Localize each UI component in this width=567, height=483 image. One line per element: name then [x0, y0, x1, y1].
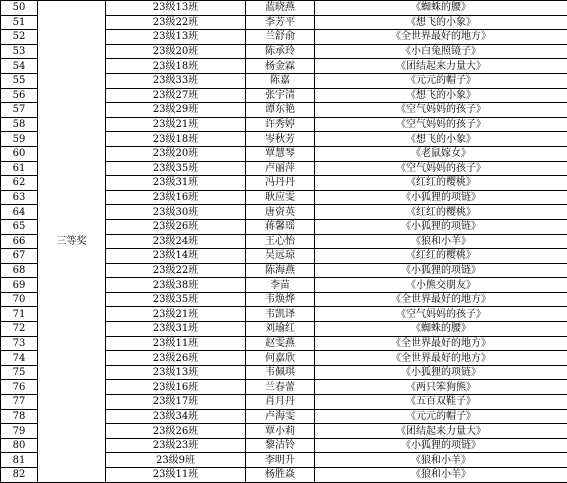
class-cell: 23级18班	[106, 59, 246, 74]
student-name-cell: 冯丹丹	[246, 176, 315, 191]
student-name-cell: 李芳平	[246, 15, 315, 30]
class-cell: 23级16班	[106, 190, 246, 205]
row-number-cell: 64	[1, 205, 38, 220]
book-title-cell: 《小狐狸的项链》	[315, 365, 567, 380]
student-name-cell: 覃慧琴	[246, 146, 315, 161]
row-number-cell: 81	[1, 453, 38, 468]
book-title-cell: 《蜘蛛的腰》	[315, 322, 567, 337]
row-number-cell: 76	[1, 380, 38, 395]
book-title-cell: 《五百双鞋子》	[315, 395, 567, 410]
row-number-cell: 62	[1, 176, 38, 191]
class-cell: 23级22班	[106, 15, 246, 30]
student-name-cell: 赵雯燕	[246, 336, 315, 351]
student-name-cell: 李苗	[246, 278, 315, 293]
student-name-cell: 张宇清	[246, 88, 315, 103]
book-title-cell: 《想飞的小象》	[315, 15, 567, 30]
class-cell: 23级11班	[106, 336, 246, 351]
student-name-cell: 谭东艳	[246, 103, 315, 118]
book-title-cell: 《蜘蛛的腰》	[315, 1, 567, 16]
row-number-cell: 58	[1, 117, 38, 132]
class-cell: 23级26班	[106, 351, 246, 366]
book-title-cell: 《小狐狸的项链》	[315, 190, 567, 205]
student-name-cell: 岑秋芳	[246, 132, 315, 147]
row-number-cell: 61	[1, 161, 38, 176]
row-number-cell: 56	[1, 88, 38, 103]
row-number-cell: 54	[1, 59, 38, 74]
book-title-cell: 《小狐狸的项链》	[315, 438, 567, 453]
book-title-cell: 《元元的帽子》	[315, 73, 567, 88]
student-name-cell: 卢海雯	[246, 409, 315, 424]
row-number-cell: 82	[1, 468, 38, 483]
student-name-cell: 韦凯译	[246, 307, 315, 322]
row-number-cell: 75	[1, 365, 38, 380]
class-cell: 23级24班	[106, 234, 246, 249]
student-name-cell: 王心怡	[246, 234, 315, 249]
row-number-cell: 78	[1, 409, 38, 424]
row-number-cell: 67	[1, 249, 38, 264]
row-number-cell: 52	[1, 30, 38, 45]
row-number-cell: 79	[1, 424, 38, 439]
class-cell: 23级26班	[106, 424, 246, 439]
book-title-cell: 《空气妈妈的孩子》	[315, 307, 567, 322]
student-name-cell: 覃小莉	[246, 424, 315, 439]
student-name-cell: 韦焕烨	[246, 292, 315, 307]
book-title-cell: 《想飞的小象》	[315, 88, 567, 103]
student-name-cell: 兰春蕾	[246, 380, 315, 395]
book-title-cell: 《狼和小羊》	[315, 453, 567, 468]
book-title-cell: 《全世界最好的地方》	[315, 336, 567, 351]
row-number-cell: 70	[1, 292, 38, 307]
book-title-cell: 《全世界最好的地方》	[315, 30, 567, 45]
row-number-cell: 69	[1, 278, 38, 293]
class-cell: 23级20班	[106, 44, 246, 59]
student-name-cell: 吴远琼	[246, 249, 315, 264]
student-name-cell: 杨金霖	[246, 59, 315, 74]
student-name-cell: 耿应雯	[246, 190, 315, 205]
student-name-cell: 蒋馨瑶	[246, 219, 315, 234]
row-number-cell: 60	[1, 146, 38, 161]
row-number-cell: 77	[1, 395, 38, 410]
class-cell: 23级11班	[106, 468, 246, 483]
student-name-cell: 许秀婷	[246, 117, 315, 132]
row-number-cell: 71	[1, 307, 38, 322]
class-cell: 23级31班	[106, 176, 246, 191]
row-number-cell: 74	[1, 351, 38, 366]
class-cell: 23级13班	[106, 1, 246, 16]
row-number-cell: 72	[1, 322, 38, 337]
book-title-cell: 《红红的樱桃》	[315, 205, 567, 220]
row-number-cell: 66	[1, 234, 38, 249]
book-title-cell: 《全世界最好的地方》	[315, 292, 567, 307]
student-name-cell: 何嘉欣	[246, 351, 315, 366]
student-name-cell: 蓝晓燕	[246, 1, 315, 16]
class-cell: 23级35班	[106, 292, 246, 307]
row-number-cell: 68	[1, 263, 38, 278]
row-number-cell: 80	[1, 438, 38, 453]
class-cell: 23级18班	[106, 132, 246, 147]
class-cell: 23级31班	[106, 322, 246, 337]
book-title-cell: 《想飞的小象》	[315, 132, 567, 147]
class-cell: 23级33班	[106, 73, 246, 88]
class-cell: 23级27班	[106, 88, 246, 103]
class-cell: 23级17班	[106, 395, 246, 410]
book-title-cell: 《空气妈妈的孩子》	[315, 117, 567, 132]
book-title-cell: 《小熊交朋友》	[315, 278, 567, 293]
book-title-cell: 《红红的樱桃》	[315, 176, 567, 191]
class-cell: 23级20班	[106, 146, 246, 161]
book-title-cell: 《全世界最好的地方》	[315, 351, 567, 366]
class-cell: 23级21班	[106, 307, 246, 322]
student-name-cell: 肖月丹	[246, 395, 315, 410]
class-cell: 23级13班	[106, 365, 246, 380]
book-title-cell: 《狼和小羊》	[315, 234, 567, 249]
row-number-cell: 53	[1, 44, 38, 59]
student-name-cell: 杨胜焱	[246, 468, 315, 483]
student-name-cell: 陈嘉	[246, 73, 315, 88]
book-title-cell: 《小白兔照镜子》	[315, 44, 567, 59]
student-name-cell: 刘瑜红	[246, 322, 315, 337]
row-number-cell: 51	[1, 15, 38, 30]
book-title-cell: 《元元的帽子》	[315, 409, 567, 424]
row-number-cell: 63	[1, 190, 38, 205]
class-cell: 23级9班	[106, 453, 246, 468]
class-cell: 23级14班	[106, 249, 246, 264]
class-cell: 23级29班	[106, 103, 246, 118]
student-name-cell: 陈海燕	[246, 263, 315, 278]
book-title-cell: 《红红的樱桃》	[315, 249, 567, 264]
student-name-cell: 唐资英	[246, 205, 315, 220]
class-cell: 23级26班	[106, 219, 246, 234]
student-name-cell: 卢丽萍	[246, 161, 315, 176]
student-name-cell: 陈承玲	[246, 44, 315, 59]
book-title-cell: 《老鼠嫁女》	[315, 146, 567, 161]
student-name-cell: 韦佩琪	[246, 365, 315, 380]
class-cell: 23级30班	[106, 205, 246, 220]
class-cell: 23级13班	[106, 30, 246, 45]
table-row	[1, 1, 567, 16]
class-cell: 23级23班	[106, 438, 246, 453]
class-cell: 23级21班	[106, 117, 246, 132]
student-name-cell: 兰舒俞	[246, 30, 315, 45]
award-table-body	[1, 1, 567, 483]
student-name-cell: 黎洁铃	[246, 438, 315, 453]
award-level-cell: 三等奖	[38, 1, 106, 483]
class-cell: 23级22班	[106, 263, 246, 278]
row-number-cell: 65	[1, 219, 38, 234]
class-cell: 23级16班	[106, 380, 246, 395]
row-number-cell: 59	[1, 132, 38, 147]
book-title-cell: 《空气妈妈的孩子》	[315, 103, 567, 118]
student-name-cell: 李明升	[246, 453, 315, 468]
book-title-cell: 《小狐狸的项链》	[315, 263, 567, 278]
book-title-cell: 《小狐狸的项链》	[315, 219, 567, 234]
row-number-cell: 73	[1, 336, 38, 351]
class-cell: 23级38班	[106, 278, 246, 293]
book-title-cell: 《狼和小羊》	[315, 468, 567, 483]
row-number-cell: 50	[1, 1, 38, 16]
book-title-cell: 《两只笨狗熊》	[315, 380, 567, 395]
book-title-cell: 《空气妈妈的孩子》	[315, 161, 567, 176]
row-number-cell: 55	[1, 73, 38, 88]
book-title-cell: 《团结起来力量大》	[315, 424, 567, 439]
class-cell: 23级34班	[106, 409, 246, 424]
book-title-cell: 《团结起来力量大》	[315, 59, 567, 74]
class-cell: 23级35班	[106, 161, 246, 176]
row-number-cell: 57	[1, 103, 38, 118]
